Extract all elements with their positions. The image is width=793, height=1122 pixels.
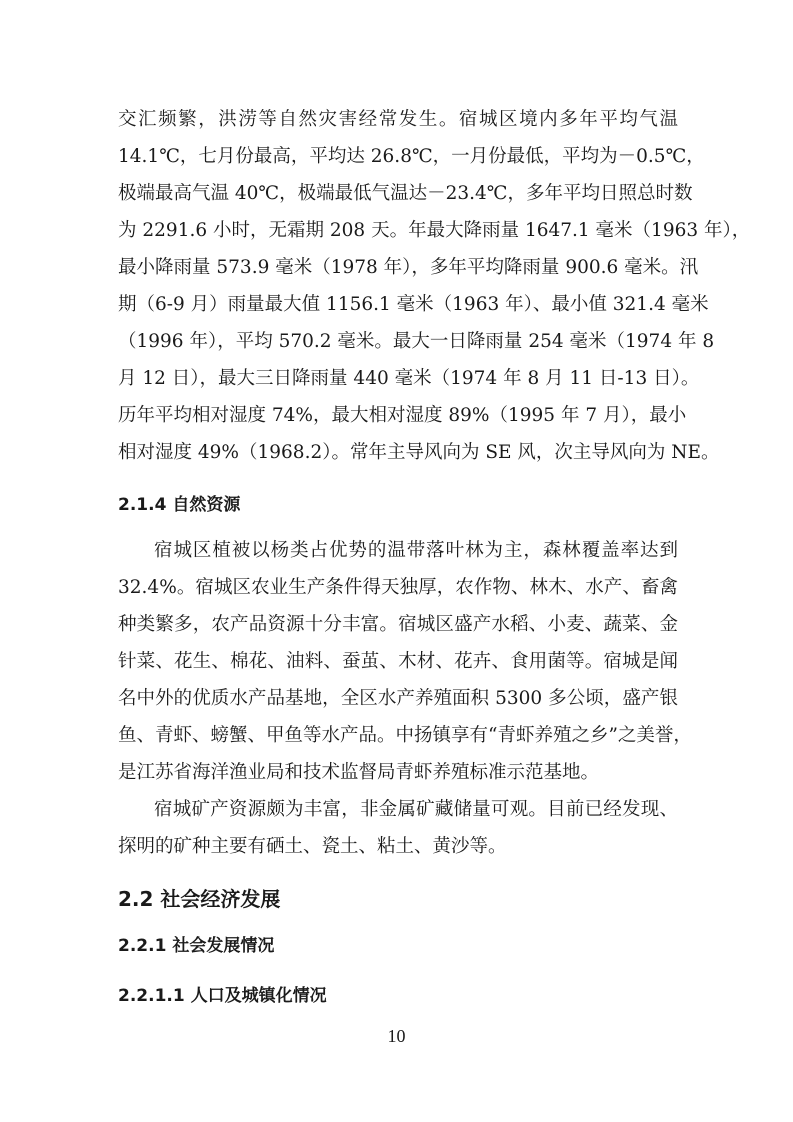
text-line: 探明的矿种主要有硒土、瓷土、粘土、黄沙等。 [118,836,507,857]
text-line: 是江苏省海洋渔业局和技术监督局青虾养殖标准示范基地。 [118,762,600,783]
text-line: 期（6-9 月）雨量最大值 1156.1 毫米（1963 年）、最小值 321.4 毫米 [118,294,709,315]
text-line: 32.4%。宿城区农业生产条件得天独厚，农作物、林木、水产、畜禽 [118,577,678,598]
chapter-heading: 2.2 社会经济发展 [118,887,281,911]
text-line: 为 2291.6 小时，无霜期 208 天。年最大降雨量 1647.1 毫米（1963 年）， [118,220,751,241]
text-line: 最小降雨量 573.9 毫米（1978 年），多年平均降雨量 900.6 毫米。汛 [118,257,699,278]
text-line: 14.1℃，七月份最高，平均达 26.8℃，一月份最低，平均为－0.5℃， [118,146,705,167]
text-line: 宿城矿产资源颇为丰富，非金属矿藏储量可观。目前已经发现、 [154,799,678,820]
text-line: 鱼、青虾、螃蟹、甲鱼等水产品。中扬镇享有“青虾养殖之乡”之美誉， [118,725,692,746]
text-line: 宿城区植被以杨类占优势的温带落叶林为主，森林覆盖率达到 [154,540,678,561]
text-line: （1996 年），平均 570.2 毫米。最大一日降雨量 254 毫米（1974 年 8 [118,331,715,352]
page-number: 10 [387,1026,406,1046]
text-line: 种类繁多，农产品资源十分丰富。宿城区盛产水稻、小麦、蔬菜、金 [118,614,678,635]
text-line: 交汇频繁，洪涝等自然灾害经常发生。宿城区境内多年平均气温 [118,109,678,130]
section-heading: 2.1.4 自然资源 [118,495,241,515]
text-line: 相对湿度 49%（1968.2）。常年主导风向为 SE 风，次主导风向为 NE。 [118,442,720,463]
section-heading: 2.2.1 社会发展情况 [118,936,275,956]
text-line: 历年平均相对湿度 74%，最大相对湿度 89%（1995 年 7 月），最小 [118,405,687,426]
text-line: 针菜、花生、棉花、油料、蚕茧、木材、花卉、食用菌等。宿城是闻 [118,651,678,672]
text-line: 月 12 日），最大三日降雨量 440 毫米（1974 年 8 月 11 日-13 日）。 [118,368,700,389]
subsection-heading: 2.2.1.1 人口及城镇化情况 [118,986,327,1006]
text-line: 名中外的优质水产品基地，全区水产养殖面积 5300 多公顷，盛产银 [118,688,678,709]
text-line: 极端最高气温 40℃，极端最低气温达－23.4℃，多年平均日照总时数 [118,183,693,204]
